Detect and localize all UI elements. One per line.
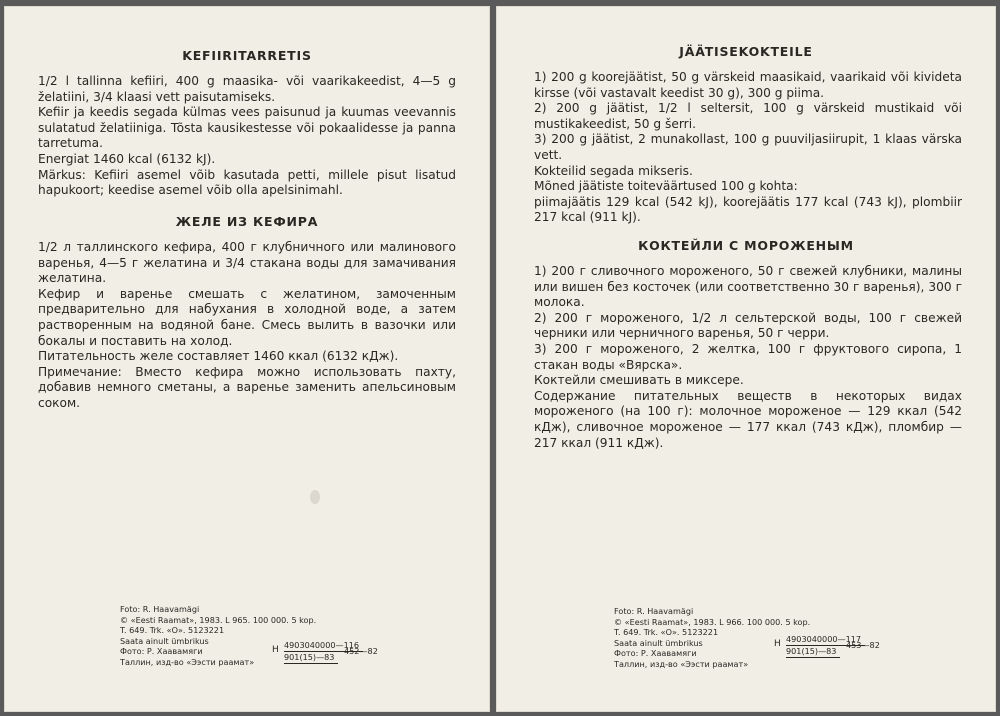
code-line: 452—82 — [344, 646, 378, 656]
note-paragraph: Märkus: Kefiiri asemel võib kasutada petti, millele pisut lisatud hapukoort; keedise asemel võib olla apelsinimahl. — [38, 167, 456, 198]
imprint-line: Saata ainult ümbrikus — [614, 637, 703, 648]
ingredients-paragraph: 1/2 л таллинского кефира, 400 г клубничного или малинового варенья, 4—5 г желатина и 3/4 стакана воды для замачивания желатина. — [38, 240, 456, 286]
estonian-title: JÄÄTISEKOKTEILE — [679, 44, 813, 59]
recipe-paragraph: 1) 200 g koorejäätist, 50 g värskeid maasikaid, vaarikaid või kivideta kirsse (või vastavalt keedist 30 g), 300 g piima. — [534, 70, 962, 100]
recipe-paragraph: 2) 200 г мороженого, 1/2 л сельтерской воды, 100 г свежей черники или черничного варенья, 50 г черри. — [534, 310, 962, 341]
imprint-line: Foto: R. Haavamägi — [614, 606, 694, 616]
russian-recipe — [534, 264, 962, 451]
recipe-card-left — [4, 6, 490, 712]
code-line: 4903040000—117 — [786, 634, 865, 646]
code-line: 901(15)—83 — [786, 646, 840, 658]
imprint-line: Saata ainult ümbrikus — [120, 635, 209, 646]
note-paragraph: Примечание: Вместо кефира можно использовать пахту, добавив немного сметаны, а варенье заменить апельсиновым соком. — [38, 364, 456, 410]
imprint-line: © «Eesti Raamat», 1983. L 965. 100 000. 5 kop. — [120, 614, 317, 625]
imprint-line: T. 649. Trk. «O». 5123221 — [614, 627, 719, 638]
code-line: 453—82 — [846, 640, 880, 650]
imprint-line: © «Eesti Raamat», 1983. L 966. 100 000. 5 kop. — [614, 616, 811, 627]
energy-paragraph: Питательность желе составляет 1460 ккал (6132 кДж). — [38, 349, 399, 364]
imprint-line: Фото: Р. Хаавамяги — [614, 648, 697, 659]
imprint-line: T. 649. Trk. «O». 5123221 — [120, 625, 225, 636]
ingredients-paragraph: 1/2 l tallinna kefiiri, 400 g maasika- või vaarikakeedist, 4—5 g želatiini, 3/4 klaasi vett paisutamiseks. — [38, 74, 456, 104]
method-paragraph: Kefiir ja keedis segada külmas vees paisunud ja kuumas veevannis sulatatud želatiiniga. Tõsta kausikestesse või pokaalidesse ja panna tarretuma. — [38, 105, 456, 151]
imprint-line: Таллин, изд-во «Ээсти раамат» — [120, 656, 255, 667]
recipe-paragraph: 3) 200 г мороженого, 2 желтка, 100 г фруктового сиропа, 1 стакан воды «Вярска». — [534, 341, 962, 372]
imprint-line: Таллин, изд-во «Ээсти раамат» — [614, 658, 749, 669]
method-paragraph: Kokteilid segada mikseris. — [534, 163, 693, 178]
imprint-line: Foto: R. Haavamägi — [120, 604, 200, 614]
russian-title: КОКТЕЙЛИ С МОРОЖЕНЫМ — [638, 238, 854, 253]
method-paragraph: Коктейли смешивать в миксере. — [534, 373, 744, 388]
energy-paragraph: Energiat 1460 kcal (6132 kJ). — [38, 151, 216, 166]
catalog-code — [774, 634, 904, 660]
estonian-title: KEFIIRITARRETIS — [182, 48, 312, 63]
russian-recipe — [38, 240, 456, 412]
code-h: H — [774, 639, 781, 649]
estonian-recipe — [534, 70, 962, 226]
recipe-paragraph: 1) 200 г сливочного мороженого, 50 г свежей клубники, малины или вишен без косточек (или соответственно 30 г варенья), 300 г молока. — [534, 264, 962, 310]
recipe-paragraph: 3) 200 g jäätist, 2 munakollast, 100 g puuviljasiirupit, 1 klaas värska vett. — [534, 132, 962, 162]
code-line: 901(15)—83 — [284, 652, 338, 664]
russian-title: ЖЕЛЕ ИЗ КЕФИРА — [175, 214, 319, 229]
code-h: H — [272, 645, 279, 655]
estonian-recipe — [38, 74, 456, 199]
recipe-paragraph: 2) 200 g jäätist, 1/2 l seltersit, 100 g värskeid mustikaid või mustikakeedist, 50 g šerri. — [534, 101, 962, 131]
nutrition-paragraph: Mõned jäätiste toiteväärtused 100 g kohta: piimajäätis 129 kcal (542 kJ), koorejäätis 177 kcal (743 kJ), plombiir 217 kcal (911 kJ). — [534, 179, 962, 225]
catalog-code — [272, 640, 402, 666]
paper-speck — [310, 490, 320, 504]
imprint-line: Фото: Р. Хаавамяги — [120, 646, 203, 657]
recipe-card-right — [496, 6, 996, 712]
nutrition-paragraph: Содержание питательных веществ в некоторых видах мороженого (на 100 г): молочное мороженое — 129 ккал (542 кДж), сливочное мороженое — 177 ккал (743 кДж), пломбир — 217 ккал (911 кДж). — [534, 388, 962, 450]
method-paragraph: Кефир и варенье смешать с желатином, замоченным предварительно для набухания в холодной воде, а затем растворенным на водяной бане. Смесь вылить в вазочки или бокалы и поставить на холод. — [38, 286, 456, 348]
code-line: 4903040000—116 — [284, 640, 363, 652]
